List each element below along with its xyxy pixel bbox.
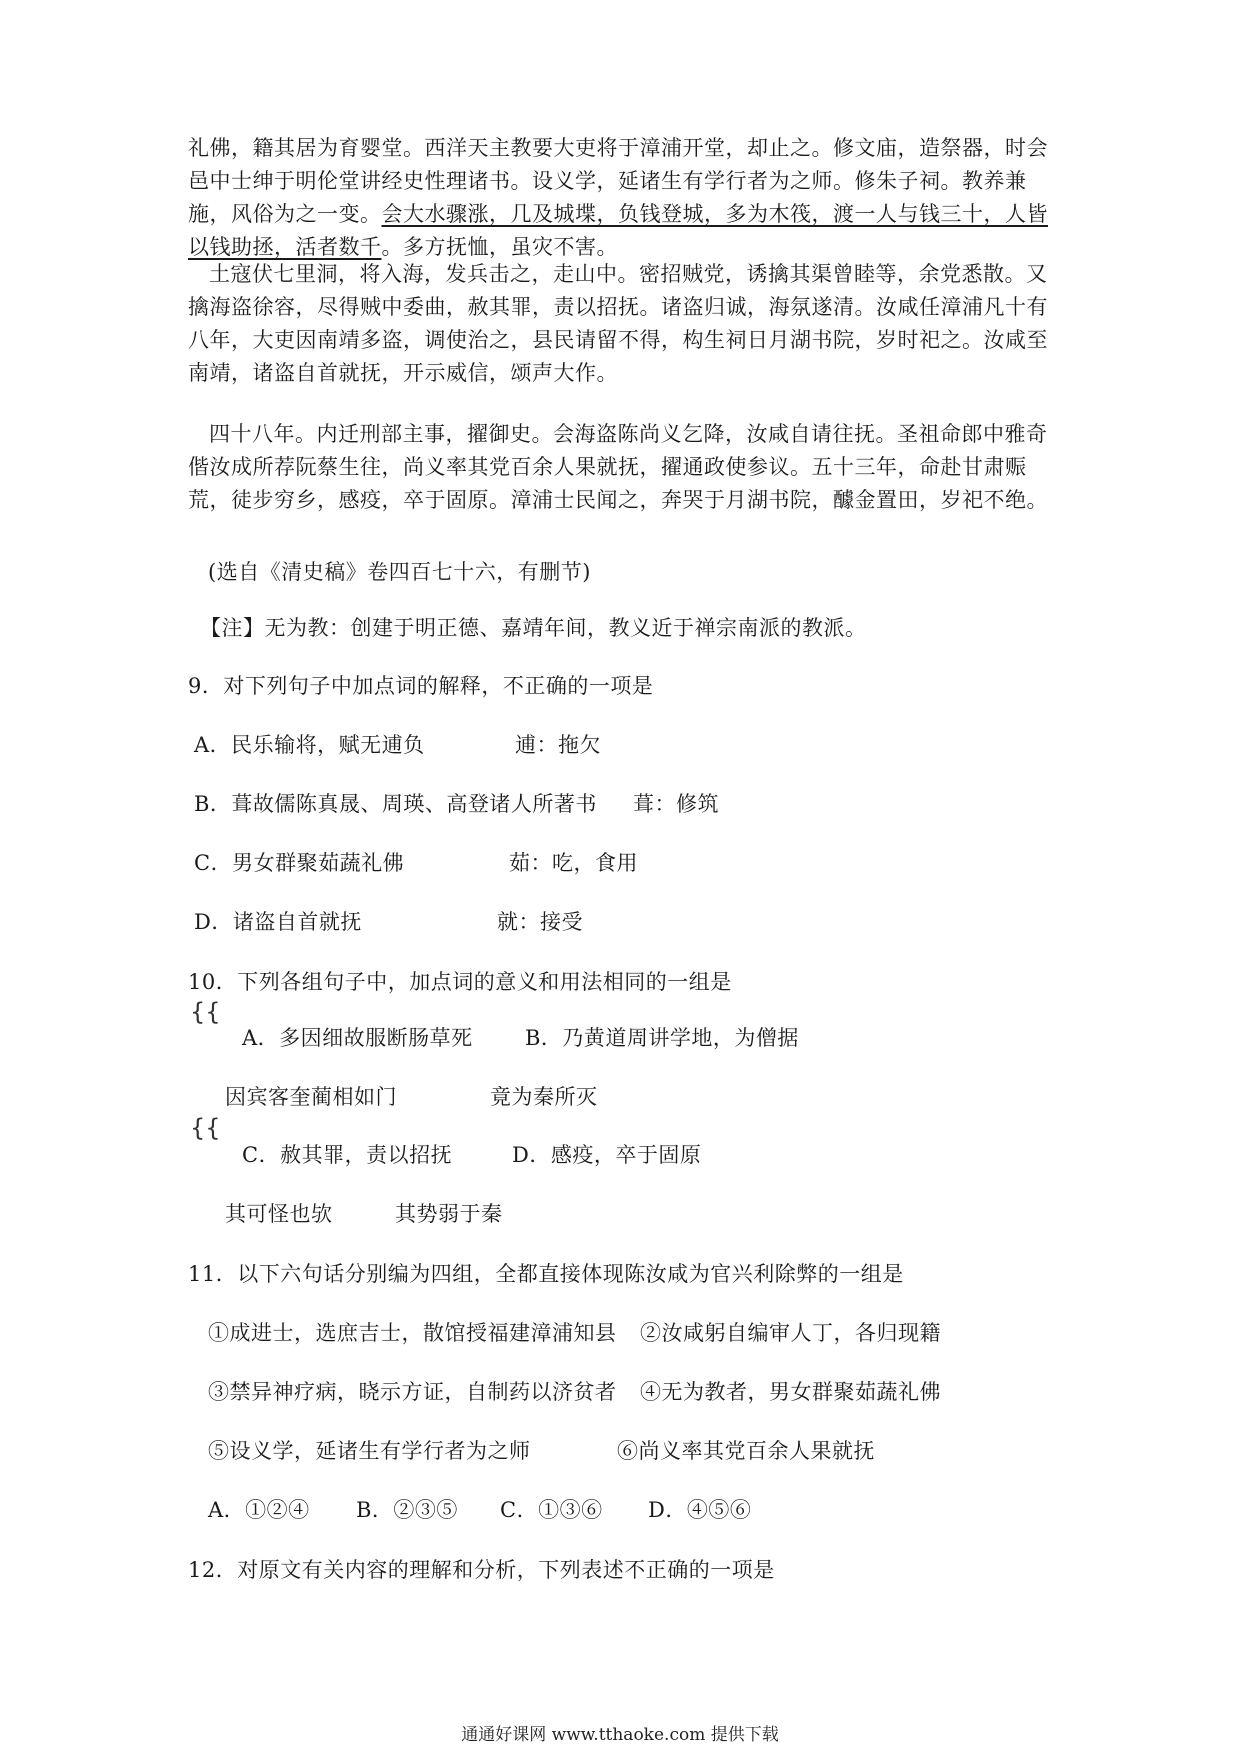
q11-item-6: ⑥尚义率其党百余人果就抚 xyxy=(617,1439,875,1463)
q9-option-c-gloss: 茹：吃，食用 xyxy=(509,851,638,875)
q11-item-1: ①成进士，选庶吉士，散馆授福建漳浦知县 xyxy=(208,1321,617,1345)
q10-option-a-line1: A．多因细故服断肠草死 xyxy=(242,1026,473,1050)
q10-option-d-line2: 其势弱于秦 xyxy=(395,1202,503,1226)
q9-option-c: C．男女群聚茹蔬礼佛 xyxy=(194,851,405,875)
brace-symbol: {{ xyxy=(190,998,221,1026)
passage-paragraph-2 xyxy=(188,258,1063,390)
underlined-sentence: 会大水骤涨，几及城堞，负钱登城，多为木筏，渡一人与钱三十，人皆以钱助拯，活者数千 xyxy=(188,202,1048,259)
q10-option-c-line1: C．赦其罪，责以招抚 xyxy=(242,1143,453,1167)
annotation-note: 【注】无为教：创建于明正德、嘉靖年间，教义近于禅宗南派的教派。 xyxy=(200,616,867,640)
q10-option-c-line2: 其可怪也欤 xyxy=(225,1202,333,1226)
source-citation: (选自《清史稿》卷四百七十六，有删节) xyxy=(208,560,591,584)
q9-option-b-gloss: 葺：修筑 xyxy=(633,792,719,816)
q10-option-b-line2: 竟为秦所灭 xyxy=(490,1085,598,1109)
q9-option-a: A．民乐输将，赋无逋负 xyxy=(194,733,425,757)
page-footer: 通通好课网 www.tthaoke.com 提供下载 xyxy=(461,1725,779,1745)
q11-option-d: D．④⑤⑥ xyxy=(648,1498,752,1522)
q11-item-5: ⑤设义学，延诸生有学行者为之师 xyxy=(208,1439,531,1463)
passage-text: 。多方抚恤，虽灾不害。 xyxy=(381,235,618,259)
q10-option-d-line1: D．感疫，卒于固原 xyxy=(512,1143,702,1167)
passage-text: 土寇伏七里洞，将入海，发兵击之，走山中。密招贼党，诱擒其渠曾睦等，余党悉散。又擒海盗徐容，尽得贼中委曲，赦其罪，责以招抚。诸盗归诚，海氛遂清。汝咸任漳浦凡十有八年，大吏因南靖多盗，调使治之，县民请留不得，构生祠日月湖书院，岁时祀之。汝咸至南靖，诸盗自首就抚，开示威信，颂声大作。 xyxy=(188,262,1048,385)
passage-text: 四十八年。内迁刑部主事，擢御史。会海盗陈尚义乞降，汝咸自请往抚。圣祖命郎中雅奇偕汝成所荐阮蔡生往，尚义率其党百余人果就抚，擢通政使参议。五十三年，命赴甘肃赈荒，徒步穷乡，感疫，卒于固原。漳浦士民闻之，奔哭于月湖书院，醵金置田，岁祀不绝。 xyxy=(188,422,1048,512)
brace-symbol: {{ xyxy=(190,1114,221,1142)
passage-text: 礼佛，籍其居为育婴堂。西洋天主教要大吏将于漳浦开堂，却止之。修文庙，造祭器，时会邑中士绅于明伦堂讲经史性理诸书。设义学，延诸生有学行者为之师。修朱子祠。教养兼施，风俗为之一变。 xyxy=(188,136,1048,226)
q9-option-d-gloss: 就：接受 xyxy=(497,910,583,934)
q9-option-d: D．诸盗自首就抚 xyxy=(194,910,362,934)
passage-paragraph-3 xyxy=(188,418,1063,517)
passage-paragraph-1 xyxy=(188,132,1063,264)
q11-item-3: ③禁异神疗病，晓示方证，自制药以济贫者 xyxy=(208,1380,617,1404)
q11-item-2: ②汝咸躬自编审人丁，各归现籍 xyxy=(640,1321,941,1345)
question-9-stem: 9．对下列句子中加点词的解释，不正确的一项是 xyxy=(188,674,654,698)
q9-option-b: B．葺故儒陈真晟、周瑛、高登诸人所著书 xyxy=(194,792,597,816)
q9-option-a-gloss: 逋：拖欠 xyxy=(515,733,601,757)
question-10-stem: 10．下列各组句子中，加点词的意义和用法相同的一组是 xyxy=(188,970,732,994)
q11-option-a: A．①②④ xyxy=(208,1498,310,1522)
q11-option-b: B．②③⑤ xyxy=(356,1498,458,1522)
question-12-stem: 12．对原文有关内容的理解和分析，下列表述不正确的一项是 xyxy=(188,1558,775,1582)
q10-option-a-line2: 因宾客奎蔺相如门 xyxy=(225,1085,397,1109)
q10-option-b-line1: B．乃黄道周讲学地，为僧据 xyxy=(525,1026,799,1050)
question-11-stem: 11．以下六句话分别编为四组，全都直接体现陈汝咸为官兴利除弊的一组是 xyxy=(188,1262,904,1286)
q11-item-4: ④无为教者，男女群聚茹蔬礼佛 xyxy=(640,1380,941,1404)
q11-option-c: C．①③⑥ xyxy=(500,1498,603,1522)
